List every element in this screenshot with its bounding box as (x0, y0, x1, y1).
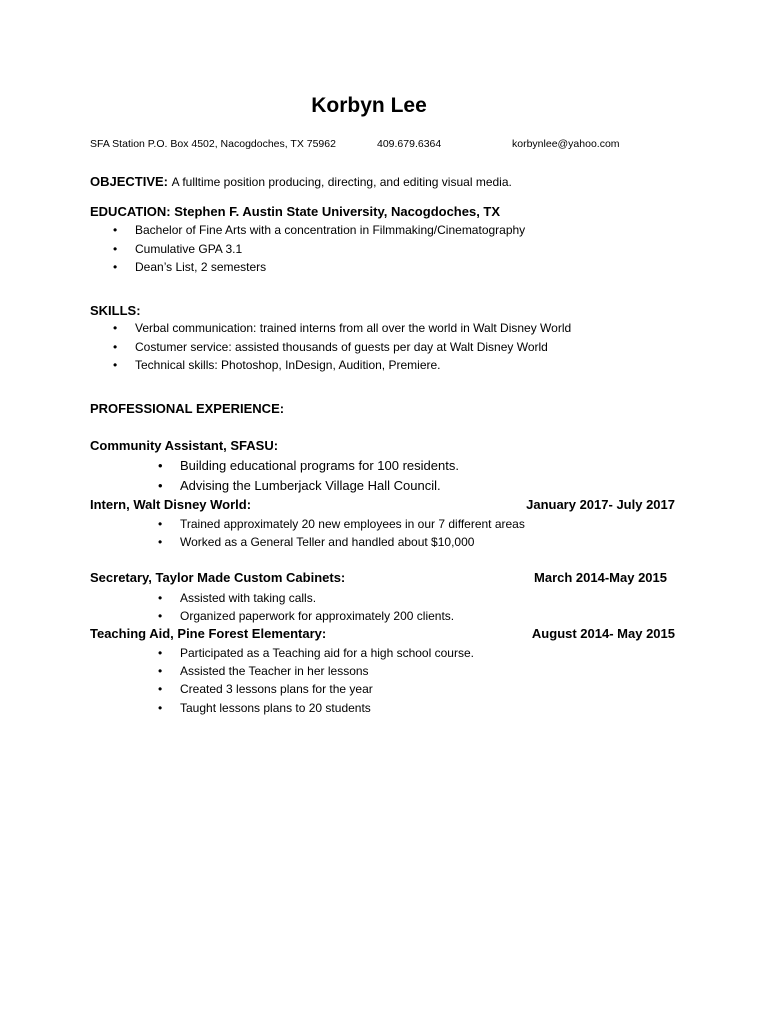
job-title: Teaching Aid, Pine Forest Elementary: (90, 626, 327, 641)
list-item: • Technical skills: Photoshop, InDesign, Audition, Premiere. (135, 356, 571, 375)
experience-heading: PROFESSIONAL EXPERIENCE: (90, 401, 285, 416)
list-item: • Assisted the Teacher in her lessons (180, 662, 474, 680)
list-item: • Cumulative GPA 3.1 (135, 240, 525, 259)
list-item: • Trained approximately 20 new employees in our 7 different areas (180, 515, 525, 533)
list-item: • Dean’s List, 2 semesters (135, 258, 525, 277)
job-title: Community Assistant, SFASU: (90, 438, 279, 453)
job-title: Secretary, Taylor Made Custom Cabinets: (90, 570, 346, 585)
list-item: • Bachelor of Fine Arts with a concentration in Filmmaking/Cinematography (135, 221, 525, 240)
list-item: • Worked as a General Teller and handled about $10,000 (180, 533, 525, 551)
contact-email: korbynlee@yahoo.com (512, 138, 620, 150)
job-dates: January 2017- July 2017 (526, 497, 675, 512)
job-dates: March 2014-May 2015 (534, 570, 667, 585)
objective-text: A fulltime position producing, directing, and editing visual media. (171, 175, 512, 189)
list-item: • Created 3 lessons plans for the year (180, 680, 474, 698)
contact-address: SFA Station P.O. Box 4502, Nacogdoches, TX 75962 (90, 138, 336, 150)
list-item: • Costumer service: assisted thousands of guests per day at Walt Disney World (135, 338, 571, 357)
list-item: • Assisted with taking calls. (180, 589, 454, 607)
job-duties (180, 515, 525, 551)
list-item: • Participated as a Teaching aid for a high school course. (180, 644, 474, 662)
list-item: • Taught lessons plans to 20 students (180, 699, 474, 717)
objective-label: OBJECTIVE: (90, 174, 169, 189)
contact-phone: 409.679.6364 (377, 138, 442, 150)
list-item: • Advising the Lumberjack Village Hall Council. (180, 476, 459, 496)
education-heading: EDUCATION: Stephen F. Austin State University, Nacogdoches, TX (90, 204, 501, 219)
list-item: • Building educational programs for 100 residents. (180, 456, 459, 476)
skills-list (135, 319, 571, 375)
job-title: Intern, Walt Disney World: (90, 497, 252, 512)
job-duties (180, 644, 474, 717)
education-list (135, 221, 525, 277)
list-item: • Verbal communication: trained interns from all over the world in Walt Disney World (135, 319, 571, 338)
skills-heading: SKILLS: (90, 303, 141, 318)
resume-name: Korbyn Lee (311, 94, 427, 117)
job-duties (180, 589, 454, 625)
job-duties (180, 456, 459, 495)
objective-line (90, 174, 512, 189)
list-item: • Organized paperwork for approximately 200 clients. (180, 607, 454, 625)
job-dates: August 2014- May 2015 (531, 626, 675, 641)
